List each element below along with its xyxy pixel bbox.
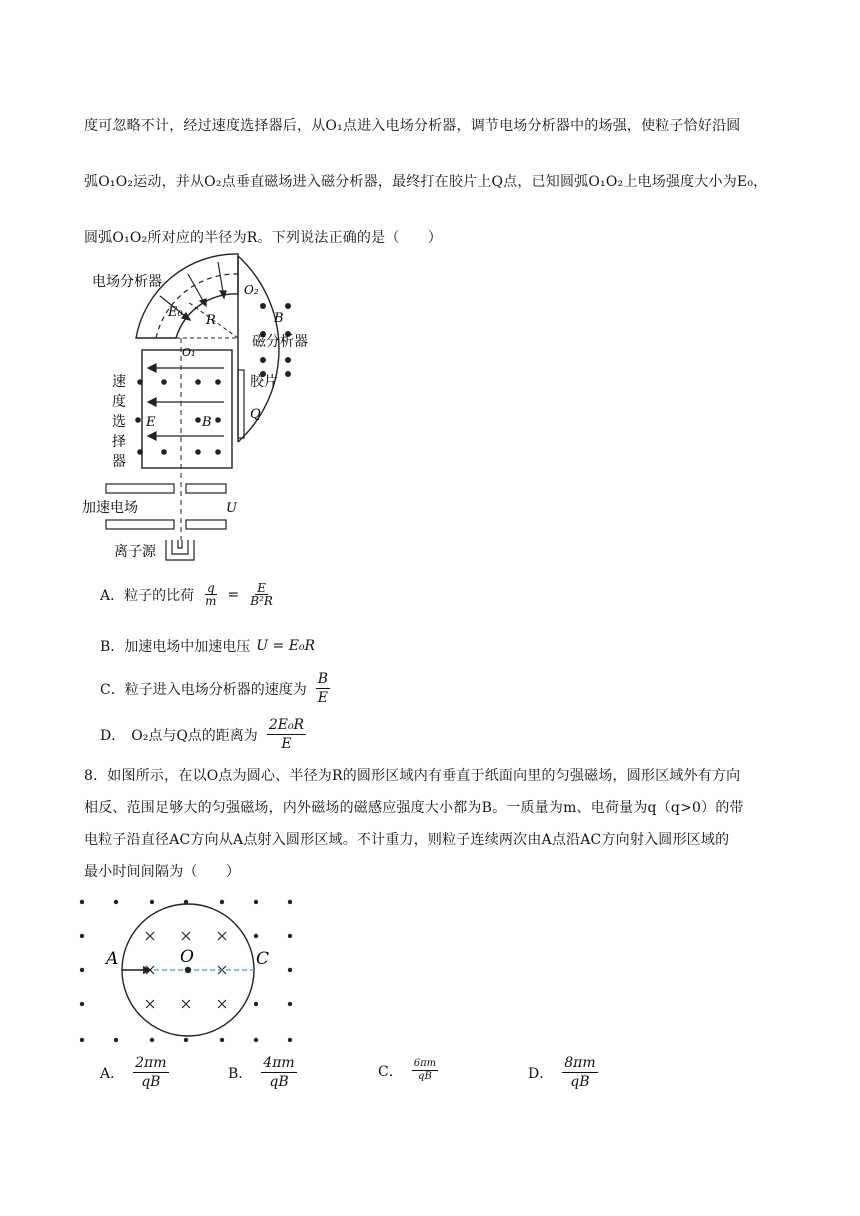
q8-option-b[interactable] bbox=[228, 1054, 300, 1091]
q8-option-d[interactable] bbox=[528, 1054, 601, 1091]
label-E: E bbox=[146, 415, 156, 430]
frac-num: E bbox=[257, 581, 266, 595]
frac-num: q bbox=[206, 581, 215, 595]
label-velocity-selector-4: 择 bbox=[112, 433, 126, 449]
frac-num: 2E₀R bbox=[268, 717, 305, 733]
circular-field-figure bbox=[72, 892, 302, 1052]
q8-option-c-letter: C． bbox=[378, 1063, 403, 1080]
q8-option-a-frac bbox=[133, 1054, 168, 1091]
q8-line-1: 8．如图所示，在以O点为圆心、半径为R的圆形区域内有垂直于纸面向里的匀强磁场，圆形区域外有方向 bbox=[84, 768, 741, 784]
q8-option-b-letter: B． bbox=[228, 1065, 253, 1082]
mass-spectrometer-figure bbox=[78, 250, 358, 570]
label-accelerating-field: 加速电场 bbox=[82, 499, 138, 515]
label-A: A bbox=[106, 949, 119, 969]
q7-line-3: 圆弧O₁O₂所对应的半径为R。下列说法正确的是（ ） bbox=[84, 230, 443, 246]
q7-line-1: 度可忽略不计，经过速度选择器后，从O₁点进入电场分析器，调节电场分析器中的场强，使粒子恰好沿圆 bbox=[84, 118, 741, 134]
q8-option-d-letter: D． bbox=[528, 1065, 554, 1082]
q7-option-a-frac-right bbox=[248, 582, 275, 607]
label-U: U bbox=[226, 501, 237, 516]
label-ion-source: 离子源 bbox=[114, 543, 156, 559]
q7-option-a-frac-left bbox=[203, 582, 218, 607]
q7-option-d[interactable] bbox=[100, 716, 309, 753]
q7-option-a[interactable] bbox=[100, 582, 278, 607]
q7-option-c[interactable] bbox=[100, 670, 333, 707]
q7-option-d-label: D． bbox=[100, 727, 126, 744]
q8-line-4: 最小时间间隔为（ ） bbox=[84, 864, 241, 880]
frac-den: qB bbox=[570, 1074, 590, 1090]
q7-option-c-frac bbox=[316, 670, 330, 707]
q7-option-b-formula: U = E₀R bbox=[256, 638, 316, 654]
frac-num: 6πm bbox=[413, 1058, 437, 1069]
label-B-magnetic: B bbox=[274, 311, 284, 326]
label-velocity-selector-5: 器 bbox=[112, 453, 126, 469]
q7-option-c-label: C．粒子进入电场分析器的速度为 bbox=[100, 681, 307, 698]
label-B: B bbox=[202, 415, 212, 430]
frac-den: B²R bbox=[250, 594, 273, 608]
frac-num: 4πm bbox=[263, 1055, 295, 1071]
frac-den: qB bbox=[418, 1071, 432, 1082]
label-film: 胶片 bbox=[250, 373, 278, 389]
q7-option-b[interactable] bbox=[100, 636, 315, 656]
frac-den: E bbox=[281, 736, 292, 752]
q7-option-a-label: A．粒子的比荷 bbox=[100, 587, 195, 604]
label-O2: O₂ bbox=[244, 283, 259, 297]
q8-option-b-frac bbox=[261, 1054, 296, 1091]
label-electric-analyzer: 电场分析器 bbox=[92, 273, 162, 289]
label-velocity-selector-3: 选 bbox=[112, 413, 126, 429]
frac-den: qB bbox=[141, 1074, 161, 1090]
q8-line-2: 相反、范围足够大的匀强磁场，内外磁场的磁感应强度大小都为B。一质量为m、电荷量为q（q>0）的带 bbox=[84, 800, 744, 816]
label-O1: O₁ bbox=[182, 346, 196, 359]
q8-option-a-letter: A． bbox=[100, 1065, 125, 1082]
frac-den: E bbox=[317, 690, 328, 706]
q7-stem bbox=[84, 106, 784, 258]
q8-option-a[interactable] bbox=[100, 1054, 172, 1091]
label-E0: E₀ bbox=[168, 305, 183, 320]
q8-option-c-frac bbox=[412, 1058, 438, 1083]
frac-num: B bbox=[317, 671, 329, 687]
label-C: C bbox=[256, 949, 270, 969]
frac-num: 2πm bbox=[135, 1055, 167, 1071]
q8-line-3: 电粒子沿直径AC方向从A点射入圆形区域。不计重力，则粒子连续两次由A点沿AC方向射入圆形区域的 bbox=[84, 832, 730, 848]
label-Q: Q bbox=[250, 407, 261, 422]
label-O: O bbox=[180, 947, 194, 967]
equals-sign: = bbox=[227, 586, 240, 603]
label-velocity-selector-1: 速 bbox=[112, 373, 126, 389]
label-magnetic-analyzer: 磁分析器 bbox=[252, 333, 308, 349]
q7-option-b-label: B．加速电场中加速电压 bbox=[100, 639, 251, 655]
q7-option-d-pre: O₂点与Q点的距离为 bbox=[131, 727, 258, 744]
frac-den: qB bbox=[269, 1074, 289, 1090]
q7-line-2: 弧O₁O₂运动，并从O₂点垂直磁场进入磁分析器，最终打在胶片上Q点，已知圆弧O₁O₂上电场强度大小为E₀， bbox=[84, 174, 768, 190]
label-velocity-selector-2: 度 bbox=[112, 393, 126, 409]
frac-den: m bbox=[205, 594, 217, 608]
q8-option-c[interactable] bbox=[378, 1058, 441, 1083]
frac-num: 8πm bbox=[564, 1055, 596, 1071]
label-R: R bbox=[206, 313, 216, 328]
q8-option-d-frac bbox=[562, 1054, 597, 1091]
q8-stem bbox=[84, 760, 784, 888]
q7-option-d-frac bbox=[267, 716, 306, 753]
